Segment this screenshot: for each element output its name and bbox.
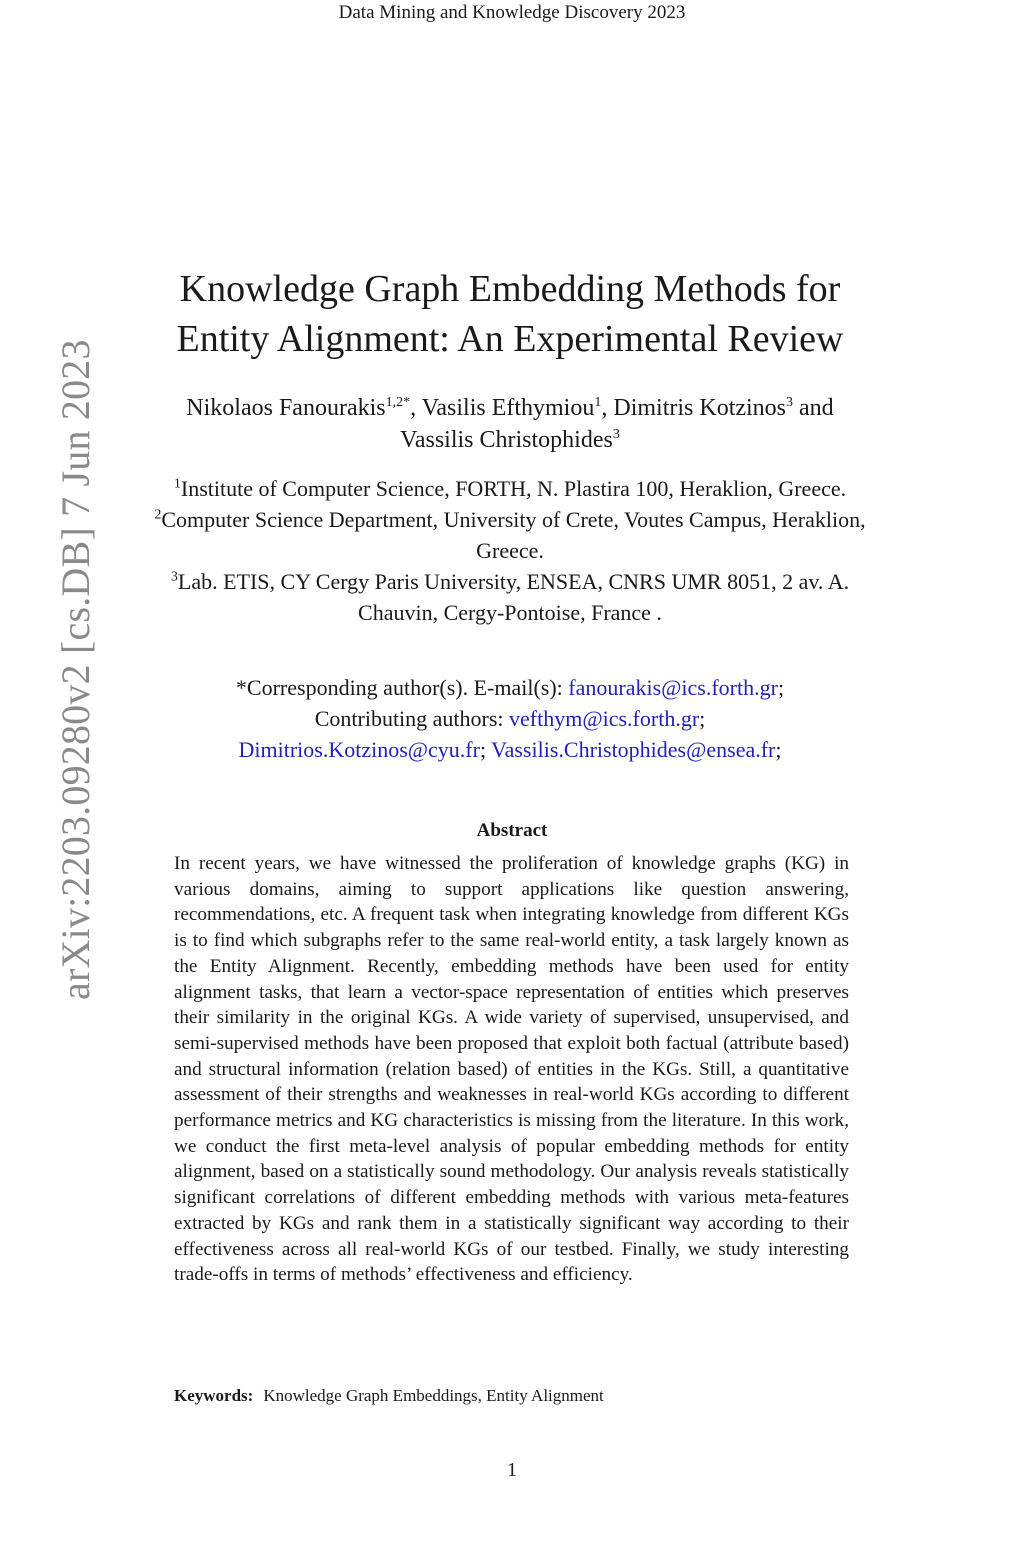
correspondence-block [150,672,870,765]
corresponding-prefix: *Corresponding author(s). E-mail(s): [235,675,569,700]
title-line-1: Knowledge Graph Embedding Methods for [179,268,841,310]
keywords-line [174,1386,854,1406]
author-separator: , [410,395,422,421]
email-separator: ; [699,706,706,731]
contributing-prefix: Contributing authors: [314,706,510,731]
affiliation-number: 2 [154,507,162,523]
author-name: Dimitris Kotzinos [613,395,787,421]
affiliation [150,504,870,566]
email-link-vefthym[interactable]: vefthym@ics.forth.gr [509,706,700,731]
page-number: 1 [507,1459,517,1481]
author-separator: , [601,395,614,421]
author-separator: and [793,395,834,421]
keywords-label: Keywords: [174,1386,254,1405]
affiliation-number: 1 [173,476,181,492]
affiliation [150,473,870,504]
affiliation-text: Institute of Computer Science, FORTH, N. Plastira 100, Heraklion, Greece. [180,476,847,501]
email-separator: ; [479,737,492,762]
arxiv-sidebar-stamp[interactable]: arXiv:2203.09280v2 [cs.DB] 7 Jun 2023 [53,339,98,1000]
paper-title [130,264,890,364]
abstract-heading: Abstract [476,820,548,841]
running-header: Data Mining and Knowledge Discovery 2023 [338,2,686,23]
affiliation-text: Lab. ETIS, CY Cergy Paris University, ENSEA, CNRS UMR 8051, 2 av. A. Chauvin, Cergy-Pontoise, France . [177,569,850,625]
email-separator: ; [777,675,785,700]
affiliations [150,473,870,628]
author-affil-marker: 1 [594,395,602,410]
affiliation [150,566,870,628]
email-separator: ; [775,737,782,762]
keywords-text: Knowledge Graph Embeddings, Entity Alignment [263,1386,604,1405]
email-link-christophides[interactable]: Vassilis.Christophides@ensea.fr [491,737,776,762]
author-name: Vasilis Efthymiou [421,395,595,421]
affiliation-number: 3 [170,569,178,585]
author-list [150,392,870,456]
email-link-fanourakis[interactable]: fanourakis@ics.forth.gr [568,675,778,700]
author-name: Vassilis Christophides [400,427,613,453]
author-affil-marker: 3 [786,395,794,410]
author-name: Nikolaos Fanourakis [186,395,386,421]
abstract-body: In recent years, we have witnessed the proliferation of knowledge graphs (KG) in various domains, aiming to support applications like question answering, recommendations, etc. A frequent task when integrating knowledge from different KGs is to find which subgraphs refer to the same real-world entity, a task largely known as the Entity Alignment. Recently, embedding methods have been used for entity alignment tasks, that learn a vector-space representation of entities which preserves their similarity in the original KGs. A wide variety of supervised, unsupervised, and semi-supervised methods have been proposed that exploit both factual (attribute based) and structural information (relation based) of entities in the KGs. Still, a quantitative assessment of their strengths and weaknesses in real-world KGs according to different performance metrics and KG characteristics is missing from the literature. In this work, we conduct the first meta-level analysis of popular embedding methods for entity alignment, based on a statistically sound methodology. Our analysis reveals statistically significant correlations of different embedding methods with various meta-features extracted by KGs and rank them in a statistically significant way according to their effectiveness across all real-world KGs of our testbed. Finally, we study interesting trade-offs in terms of methods’ effectiveness and efficiency. [174,853,849,1286]
title-line-2: Entity Alignment: An Experimental Review [176,318,844,360]
author-affil-marker: 1,2* [385,395,411,410]
author-affil-marker: 3 [612,427,620,442]
email-link-kotzinos[interactable]: Dimitrios.Kotzinos@cyu.fr [238,737,480,762]
affiliation-text: Computer Science Department, University of Crete, Voutes Campus, Heraklion, Greece. [161,507,866,563]
